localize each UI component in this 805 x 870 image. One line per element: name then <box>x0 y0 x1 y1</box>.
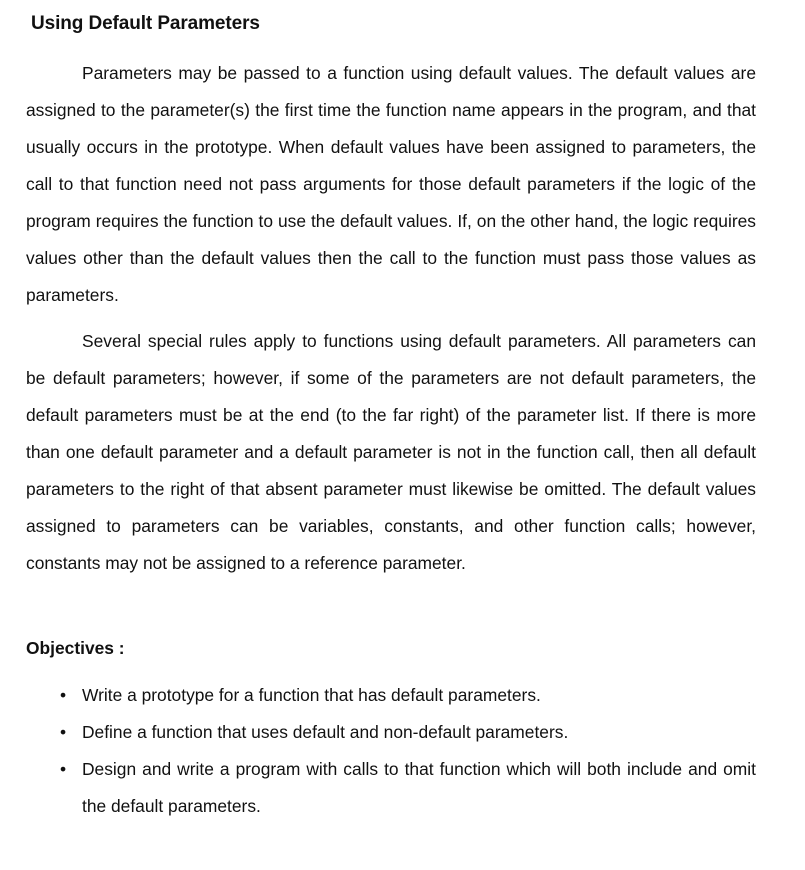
objective-item-prototype <box>56 677 756 714</box>
objectives-heading: Objectives : <box>26 638 125 658</box>
bullet-icon: • <box>59 759 67 779</box>
objectives-list <box>56 677 756 825</box>
paragraph-special-rules: Several special rules apply to functions using default parameters. All parameters can be default parameters; however, if some of the parameters are not default parameters, the default parameters must be at the end (to the far right) of the parameter list. If there is more than one default parameter and a default parameter is not in the function call, then all default parameters to the right of that absent parameter must likewise be omitted. The default values assigned to parameters can be variables, constants, and other function calls; however, constants may not be assigned to a reference parameter. <box>26 331 756 573</box>
objective-item-design <box>56 751 756 825</box>
section-title: Using Default Parameters <box>31 13 260 34</box>
objective-text: Design and write a program with calls to that function which will both include and omit the default parameters. <box>82 759 756 816</box>
bullet-icon: • <box>59 685 67 705</box>
bullet-icon: • <box>59 722 67 742</box>
paragraph-default-values: Parameters may be passed to a function using default values. The default values are assigned to the parameter(s) the first time the function name appears in the program, and that usually occurs in the prototype. When default values have been assigned to parameters, the call to that function need not pass arguments for those default parameters if the logic of the program requires the function to use the default values. If, on the other hand, the logic requires values other than the default values then the call to the function must pass those values as parameters. <box>26 63 756 305</box>
objective-text: Write a prototype for a function that has default parameters. <box>82 685 541 705</box>
objective-text: Define a function that uses default and non-default parameters. <box>82 722 569 742</box>
objective-item-define <box>56 714 756 751</box>
